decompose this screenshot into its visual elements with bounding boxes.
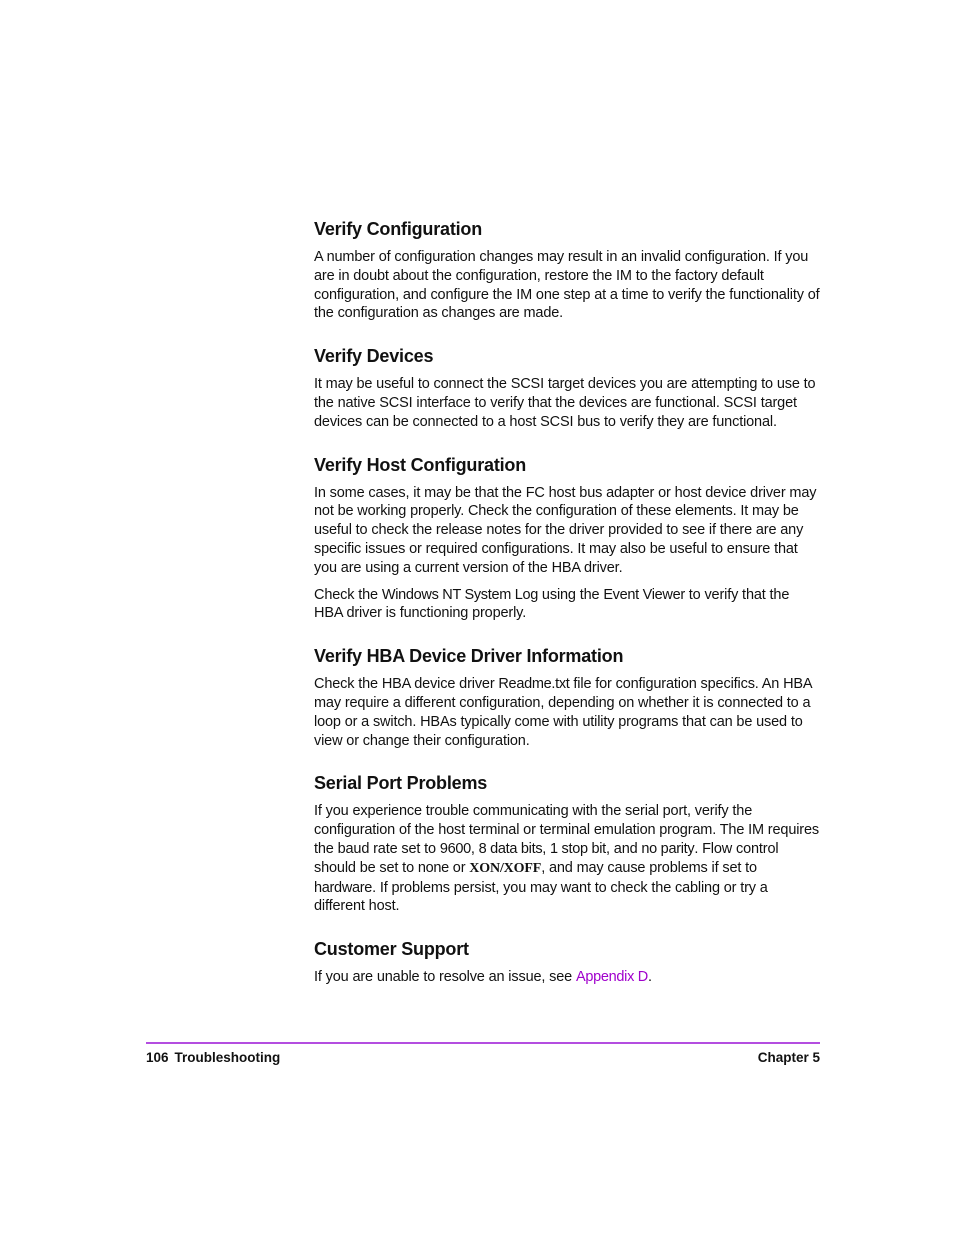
section-verify-configuration [314, 218, 820, 323]
page-content [314, 218, 820, 995]
text: to verify that the HBA driver is functioning properly. [314, 586, 790, 622]
text: using the [538, 586, 604, 603]
term-none: none [417, 859, 449, 876]
section-customer-support [314, 938, 820, 987]
term-baud: 9600 [439, 840, 471, 857]
term-stop-bit: 1 stop bi [550, 840, 603, 857]
text: , [542, 840, 551, 857]
text: , and may cause problems if set to [541, 859, 757, 876]
text: , [470, 840, 479, 857]
section-serial-port [314, 772, 820, 916]
text: If you are unable to resolve an issue, see [314, 969, 576, 986]
chapter-title: Troubleshooting [174, 1050, 281, 1065]
heading-verify-hba: Verify HBA Device Driver Information [314, 646, 624, 667]
text: If you experience trouble communicating with the serial port, verify the configuration of the host terminal or terminal emulation program. The IM requires the baud rate set to [314, 803, 819, 857]
page-number: 106 [146, 1050, 169, 1065]
paragraph: In some cases, it may be that the FC host bus adapter or host device driver may not be working properly. Check the configuration of these elements. It may be useful to check the release notes for the driver provided to see if there are any specific issues or required configurations. It may also be useful to ensure that you are using a current version of the HBA driver. [314, 484, 817, 576]
appendix-d-link[interactable]: Appendix D [575, 969, 648, 986]
text: Check the HBA device driver [314, 676, 499, 693]
section-verify-host-configuration [314, 454, 820, 624]
term-windows-nt-system-log: Windows NT System Log [381, 586, 539, 603]
term-data-bits: 8 data bits [478, 840, 543, 857]
text: . If problems persist, you may want to check the cabling or try a different host. [314, 879, 768, 915]
text: or [448, 859, 470, 876]
chapter-label: Chapter 5 [757, 1050, 820, 1065]
section-verify-devices [314, 345, 820, 431]
heading-verify-configuration: Verify Configuration [314, 219, 483, 239]
paragraph: A number of configuration changes may result in an invalid configuration. If you are in doubt about the configuration, restore the IM to the factory default configuration, and configure the IM one step at a time to verify the functionality of the configuration as changes are made. [314, 249, 820, 322]
term-hardware: hardware [314, 879, 373, 896]
paragraph [314, 968, 820, 987]
term-parity: no parity [641, 840, 695, 857]
heading-verify-devices: Verify Devices [314, 346, 434, 367]
heading-serial-port: Serial Port Problems [314, 773, 488, 794]
heading-customer-support: Customer Support [314, 939, 469, 960]
term-readme-file: Readme.txt [498, 676, 570, 693]
footer-rule [146, 1042, 820, 1044]
paragraph [314, 675, 820, 750]
heading-verify-host-configuration: Verify Host Configuration [314, 454, 527, 475]
text: Check the [314, 586, 382, 603]
paragraph [314, 586, 820, 624]
section-verify-hba [314, 645, 820, 750]
footer-left [146, 1050, 280, 1065]
term-xon-xoff: XON/XOFF [469, 860, 542, 876]
text: t, and [602, 840, 642, 857]
paragraph: It may be useful to connect the SCSI target devices you are attempting to use to the native SCSI interface to verify that the devices are functional. SCSI target devices can be connected to a host SCSI bus to verify they are functional. [314, 376, 816, 430]
text: . [647, 969, 652, 986]
text: . Flow control should be set to [314, 840, 779, 876]
text: file for configuration specifics. An HBA may require a different configuration, depending on whether it is connected to a loop or a switch. HBAs typically come with utility programs that can be used to view or change their configuration. [314, 676, 812, 749]
paragraph [314, 802, 820, 916]
term-event-viewer: Event Viewer [603, 586, 685, 603]
